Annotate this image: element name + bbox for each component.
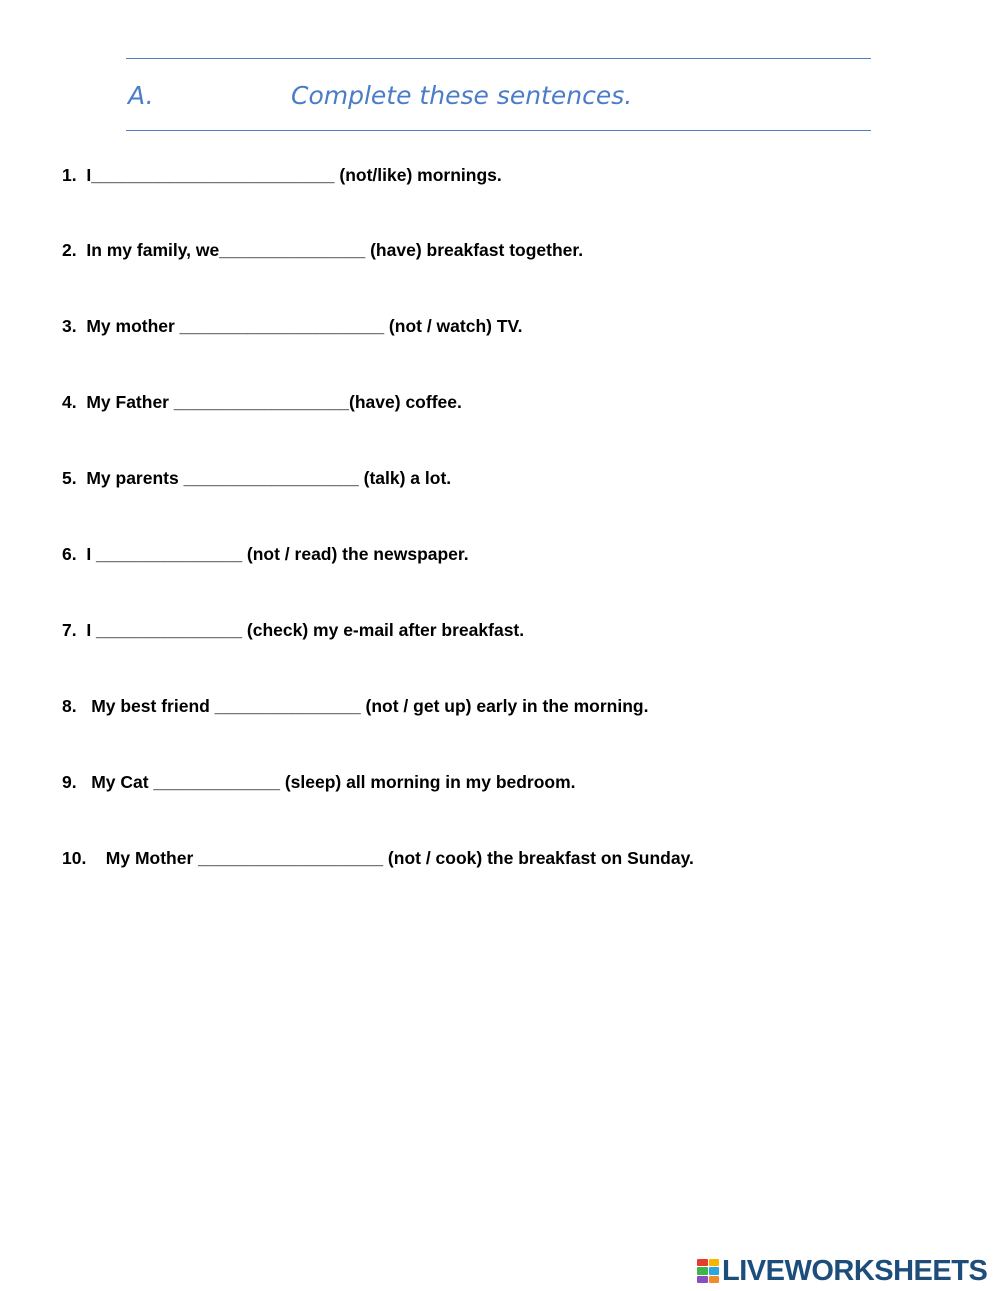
sentence-number: 6. [62,544,77,564]
sentence-text: I _______________ (not / read) the newspaper. [76,544,469,564]
sentence-9 [62,771,576,793]
liveworksheets-logo [697,1256,987,1286]
section-heading [128,76,868,116]
sentence-number: 7. [62,620,77,640]
sentence-7 [62,619,524,641]
sentence-number: 2. [62,240,77,260]
sentence-text: My Father __________________(have) coffee. [76,392,462,412]
sentence-3 [62,315,522,337]
heading-top-rule [126,58,871,59]
logo-text: LIVEWORKSHEETS [722,1255,988,1287]
sentence-number: 3. [62,316,77,336]
sentence-text: In my family, we_______________ (have) breakfast together. [76,240,584,260]
sentence-number: 10. [62,848,87,868]
sentence-text: My parents __________________ (talk) a lot. [76,468,452,488]
heading-bottom-rule [126,130,871,131]
sentence-text: I_________________________ (not/like) mornings. [76,165,502,185]
sentence-10 [62,847,694,869]
sentence-number: 1. [62,165,77,185]
sentence-number: 8. [62,696,77,716]
sentence-text: My Cat _____________ (sleep) all morning in my bedroom. [76,772,576,792]
logo-blocks-icon [697,1259,719,1283]
sentence-2 [62,239,583,261]
sentence-5 [62,467,451,489]
sentence-text: I _______________ (check) my e-mail after breakfast. [76,620,525,640]
section-letter: A. [128,81,154,110]
sentence-number: 4. [62,392,77,412]
sentence-number: 5. [62,468,77,488]
sentence-number: 9. [62,772,77,792]
section-title: Complete these sentences. [291,81,633,110]
sentence-4 [62,391,462,413]
sentence-8 [62,695,648,717]
sentence-text: My Mother ___________________ (not / cook) the breakfast on Sunday. [86,848,694,868]
sentence-1 [62,164,502,186]
sentence-6 [62,543,469,565]
sentence-text: My mother _____________________ (not / watch) TV. [76,316,523,336]
sentence-text: My best friend _______________ (not / get up) early in the morning. [76,696,649,716]
